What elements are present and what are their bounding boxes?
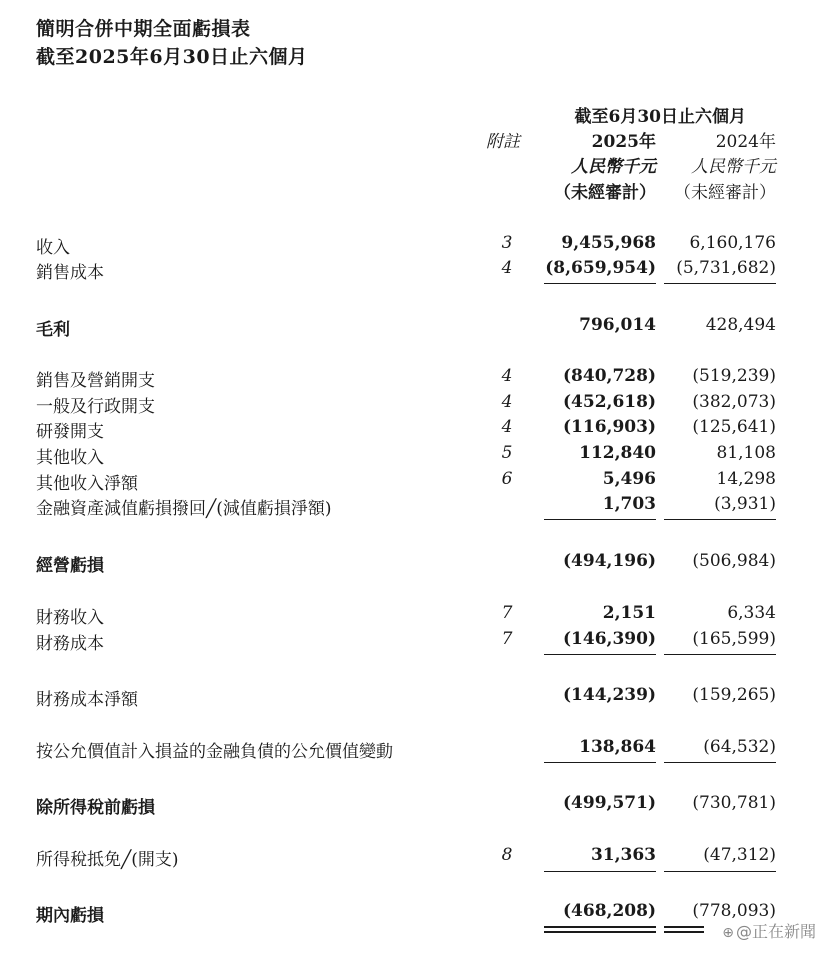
statement-period: 截至2025年6月30日止六個月: [36, 46, 308, 68]
value-2025: 796,014: [579, 315, 656, 335]
subtotal-rule: [664, 654, 776, 655]
table-row: [0, 603, 832, 627]
row-label: 研發開支: [36, 422, 104, 442]
table-row: [0, 901, 832, 925]
value-2024: (519,239): [692, 366, 776, 386]
value-2024: (5,731,682): [676, 258, 776, 278]
value-2025: (494,196): [563, 551, 656, 571]
value-2025: (452,618): [563, 392, 656, 412]
subtotal-rule: [664, 762, 776, 763]
year-2025-header: 2025年: [591, 132, 656, 152]
value-2024: 14,298: [716, 469, 776, 489]
value-2024: (3,931): [714, 494, 776, 514]
period-header: 截至6月30日止六個月: [574, 107, 746, 127]
value-2024: (159,265): [692, 685, 776, 705]
value-2025: (840,728): [563, 366, 656, 386]
table-row: [0, 417, 832, 441]
row-label: 一般及行政開支: [36, 397, 155, 417]
subtotal-rule: [544, 519, 656, 520]
watermark: [722, 919, 816, 942]
table-row: [0, 366, 832, 390]
row-label: 財務成本淨額: [36, 690, 138, 710]
table-row: [0, 258, 832, 282]
row-note: 4: [501, 366, 513, 386]
audit-2025-header: （未經審計）: [554, 183, 656, 203]
subtotal-rule: [544, 762, 656, 763]
total-double-rule: [664, 931, 704, 933]
row-label: 毛利: [36, 320, 70, 340]
value-2024: (165,599): [692, 629, 776, 649]
row-note: 3: [501, 233, 513, 253]
table-row: [0, 845, 832, 869]
value-2025: (499,571): [563, 793, 656, 813]
watermark-text: @正在新聞: [735, 922, 816, 941]
table-row: [0, 551, 832, 575]
audit-2024-header: （未經審計）: [674, 183, 776, 203]
table-row: [0, 443, 832, 467]
row-label: 收入: [36, 238, 70, 258]
value-2024: (730,781): [692, 793, 776, 813]
currency-2024-header: 人民幣千元: [691, 157, 776, 177]
table-row: [0, 685, 832, 709]
total-double-rule: [544, 926, 656, 928]
statement-title: 簡明合併中期全面虧損表: [36, 18, 251, 40]
value-2024: 428,494: [705, 315, 776, 335]
value-2025: 5,496: [602, 469, 656, 489]
table-row: [0, 494, 832, 518]
row-label: 銷售成本: [36, 263, 104, 283]
row-label: 財務收入: [36, 608, 104, 628]
value-2024: (64,532): [703, 737, 776, 757]
value-2025: 31,363: [590, 845, 656, 865]
value-2024: (506,984): [692, 551, 776, 571]
value-2024: (47,312): [703, 845, 776, 865]
row-note: 8: [501, 845, 513, 865]
table-row: [0, 233, 832, 257]
row-note: 6: [501, 469, 513, 489]
value-2025: (144,239): [563, 685, 656, 705]
value-2025: 112,840: [579, 443, 656, 463]
subtotal-rule: [664, 283, 776, 284]
row-label: 其他收入淨額: [36, 474, 138, 494]
table-row: [0, 737, 832, 761]
value-2025: 9,455,968: [561, 233, 656, 253]
weibo-at-icon: ⊕: [722, 925, 734, 941]
row-note: 4: [501, 392, 513, 412]
value-2024: 6,160,176: [689, 233, 776, 253]
subtotal-rule: [664, 519, 776, 520]
value-2025: (146,390): [563, 629, 656, 649]
value-2024: (125,641): [692, 417, 776, 437]
subtotal-rule: [544, 283, 656, 284]
value-2025: 2,151: [602, 603, 656, 623]
row-note: 4: [501, 258, 513, 278]
row-label: 期內虧損: [36, 906, 104, 926]
value-2025: (8,659,954): [545, 258, 656, 278]
row-note: 5: [501, 443, 513, 463]
row-label: 除所得稅前虧損: [36, 798, 155, 818]
row-label: 經營虧損: [36, 556, 104, 576]
table-row: [0, 315, 832, 339]
year-2024-header: 2024年: [715, 132, 776, 152]
value-2025: (468,208): [563, 901, 656, 921]
row-label: 按公允價值計入損益的金融負債的公允價值變動: [36, 742, 393, 762]
row-label: 所得稅抵免╱(開支): [36, 850, 179, 870]
row-note: 7: [501, 629, 513, 649]
row-label: 財務成本: [36, 634, 104, 654]
value-2024: (778,093): [692, 901, 776, 921]
row-note: 4: [501, 417, 513, 437]
row-label: 其他收入: [36, 448, 104, 468]
value-2024: (382,073): [692, 392, 776, 412]
subtotal-rule: [544, 871, 656, 872]
currency-2025-header: 人民幣千元: [571, 157, 656, 177]
table-row: [0, 793, 832, 817]
value-2025: (116,903): [563, 417, 656, 437]
table-row: [0, 392, 832, 416]
value-2024: 81,108: [716, 443, 776, 463]
subtotal-rule: [544, 654, 656, 655]
value-2025: 1,703: [602, 494, 656, 514]
subtotal-rule: [664, 871, 776, 872]
value-2025: 138,864: [579, 737, 656, 757]
table-row: [0, 629, 832, 653]
row-label: 銷售及營銷開支: [36, 371, 155, 391]
total-double-rule: [664, 926, 704, 928]
table-row: [0, 469, 832, 493]
value-2024: 6,334: [727, 603, 776, 623]
row-note: 7: [501, 603, 513, 623]
row-label: 金融資產減值虧損撥回╱(減值虧損淨額): [36, 499, 332, 519]
total-double-rule: [544, 931, 656, 933]
note-column-header: 附註: [486, 132, 520, 152]
